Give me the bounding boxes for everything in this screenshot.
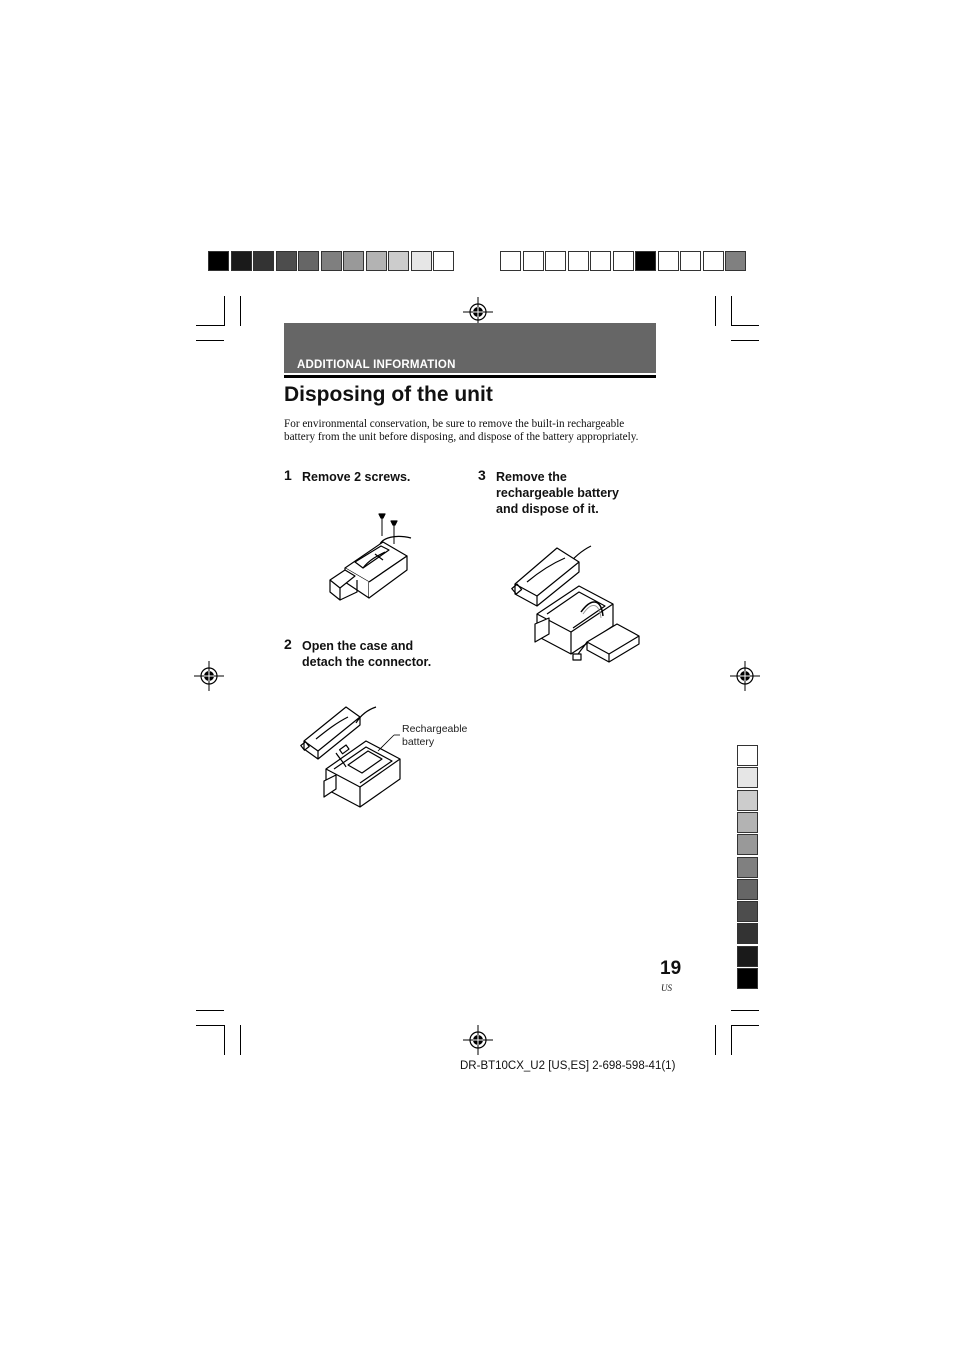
color-swatch xyxy=(737,857,758,878)
opened-case-illustration xyxy=(296,703,406,808)
intro-paragraph: For environmental conservation, be sure to remove the built-in rechargeable battery from the unit before disposing, and dispose of the battery appropriately. xyxy=(284,418,639,444)
color-swatch xyxy=(658,251,679,271)
color-swatch xyxy=(253,251,274,271)
color-swatch xyxy=(208,251,229,271)
color-swatch xyxy=(613,251,634,271)
color-swatch xyxy=(500,251,521,271)
color-swatch xyxy=(321,251,342,271)
color-swatch xyxy=(523,251,544,271)
step-text: Open the case and detach the connector. xyxy=(302,639,432,669)
step-number: 1 xyxy=(284,467,292,483)
page-number: 19 xyxy=(660,958,682,979)
color-swatch xyxy=(276,251,297,271)
unit-screws-illustration xyxy=(325,508,415,608)
registration-mark-icon xyxy=(730,661,760,691)
color-swatch xyxy=(737,946,758,967)
color-swatch xyxy=(737,767,758,788)
step-number: 2 xyxy=(284,636,292,652)
color-swatch xyxy=(545,251,566,271)
color-swatch xyxy=(737,812,758,833)
callout-line: battery xyxy=(402,736,435,748)
color-swatch xyxy=(737,834,758,855)
section-label: ADDITIONAL INFORMATION xyxy=(297,359,456,371)
color-swatch xyxy=(298,251,319,271)
step-text: Remove 2 screws. xyxy=(302,470,411,484)
color-patch-bar xyxy=(500,251,748,273)
page-region-code: US xyxy=(661,983,672,993)
section-rule xyxy=(284,375,656,378)
color-swatch xyxy=(568,251,589,271)
color-swatch xyxy=(366,251,387,271)
callout-line: Rechargeable xyxy=(402,723,468,735)
color-swatch xyxy=(343,251,364,271)
battery-callout xyxy=(402,723,467,749)
color-swatch xyxy=(635,251,656,271)
step-text: Remove the rechargeable battery and dispose of it. xyxy=(496,470,619,516)
color-swatch xyxy=(703,251,724,271)
battery-removal-illustration xyxy=(505,542,645,667)
color-swatch xyxy=(737,923,758,944)
gray-ramp-bar xyxy=(208,251,456,273)
step-number: 3 xyxy=(478,467,486,483)
color-swatch xyxy=(590,251,611,271)
color-swatch xyxy=(725,251,746,271)
page-title: Disposing of the unit xyxy=(284,383,493,406)
registration-mark-icon xyxy=(463,1025,493,1055)
color-swatch xyxy=(411,251,432,271)
section-header-bar xyxy=(284,323,656,373)
color-swatch xyxy=(388,251,409,271)
color-swatch xyxy=(680,251,701,271)
color-swatch xyxy=(433,251,454,271)
color-swatch xyxy=(737,790,758,811)
color-swatch xyxy=(737,901,758,922)
document-code-footer: DR-BT10CX_U2 [US,ES] 2-698-598-41(1) xyxy=(460,1060,676,1072)
color-swatch xyxy=(737,968,758,989)
color-swatch xyxy=(231,251,252,271)
registration-mark-icon xyxy=(194,661,224,691)
color-swatch xyxy=(737,745,758,766)
color-swatch xyxy=(737,879,758,900)
